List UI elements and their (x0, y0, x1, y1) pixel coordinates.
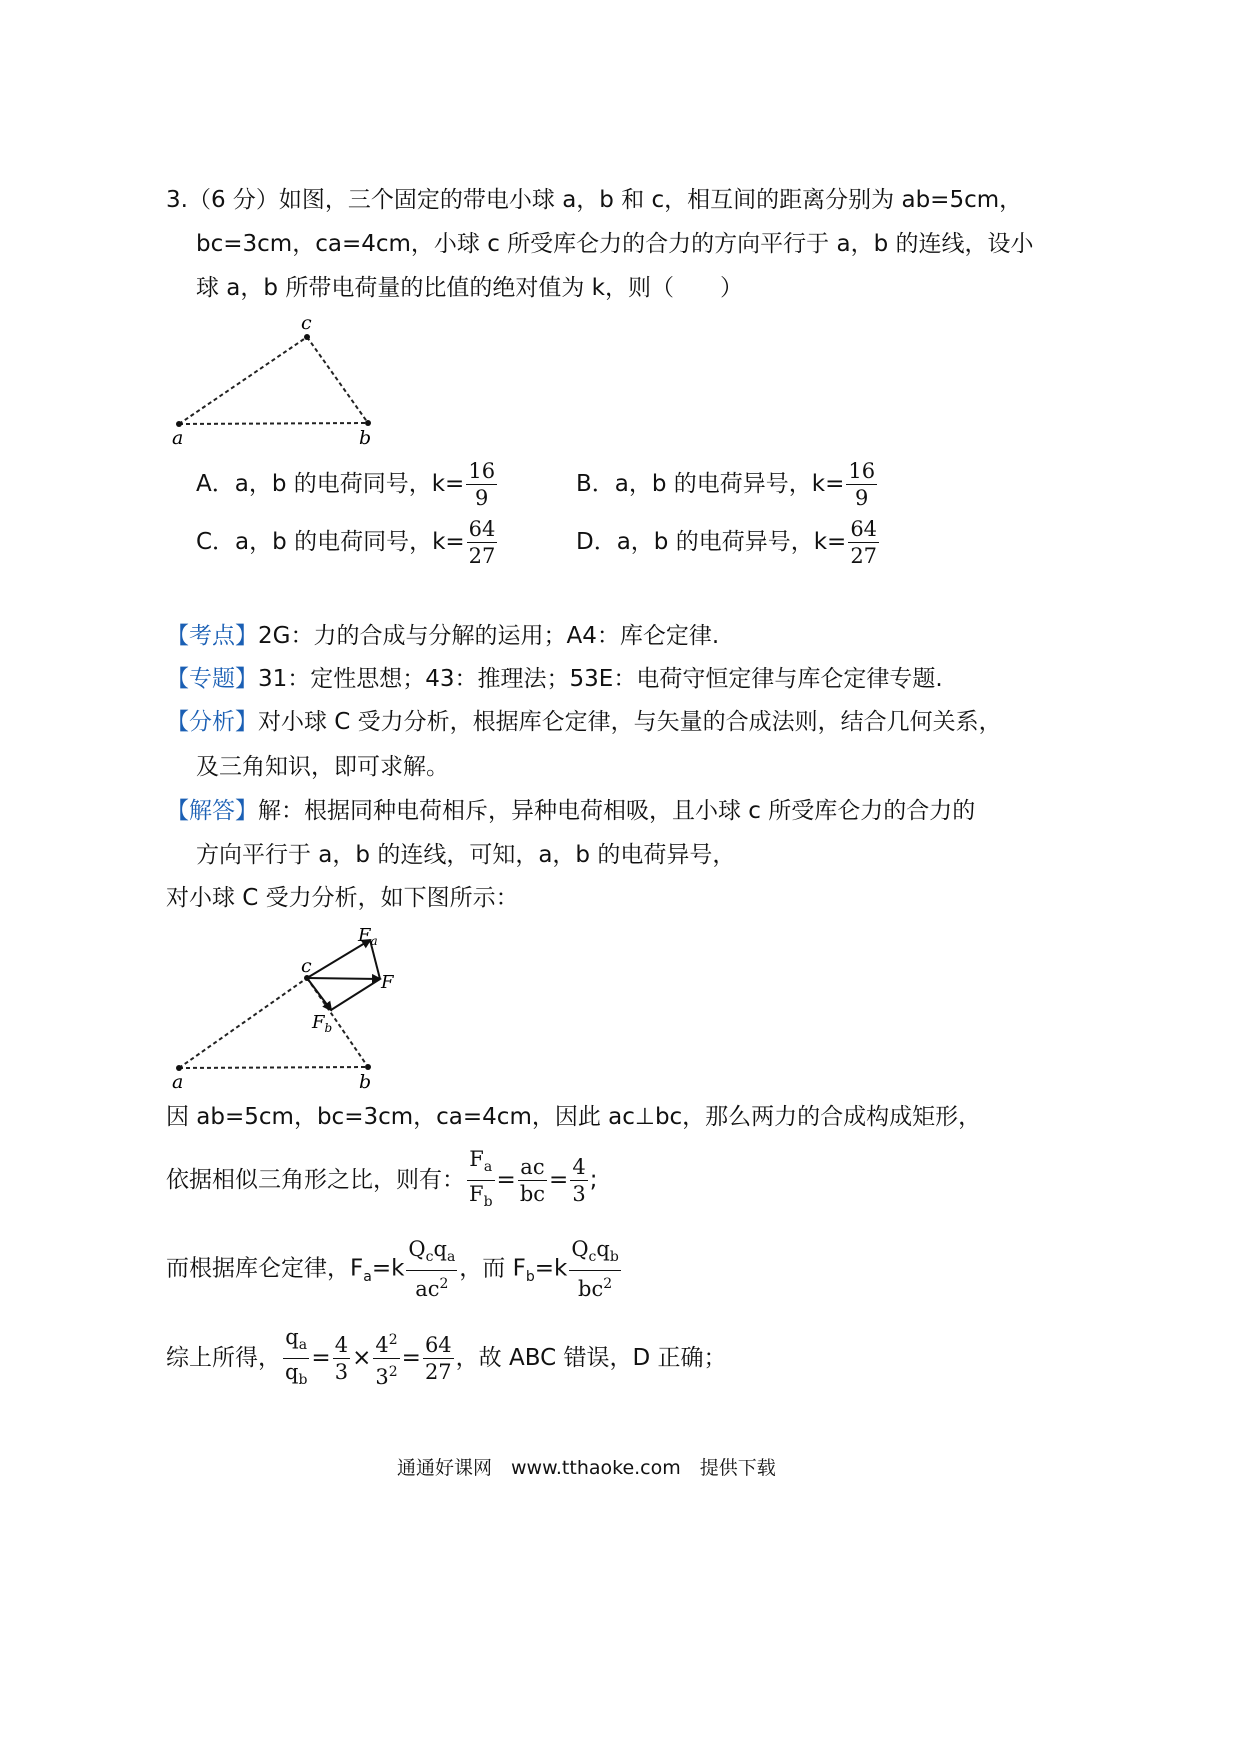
label-Fa: $F_a$ (358, 925, 378, 948)
label-c: c (301, 312, 312, 334)
kaodian-tag: 【考点】 (166, 623, 258, 649)
fenxi-line-2: 及三角知识，即可求解。 (196, 754, 449, 780)
step-4: 综上所得， $\frac{q_a}{q_b}$ = $\frac{4}{3}$ × $\frac{4^2}{3^2}$ = $\frac{64}{27}$ ，故 ABC 错误，D 正确； (166, 1325, 727, 1390)
label-a: a (172, 1071, 184, 1093)
force-diagram (165, 920, 425, 1095)
step-2: 依据相似三角形之比，则有： $\frac{F_a}{F_b}$ = $\frac{ac}{bc}$ = $\frac{4}{3}$ ; (166, 1147, 598, 1211)
label-b: b (359, 1071, 372, 1093)
zhuanti-tag: 【专题】 (166, 666, 258, 692)
triangle-figure (165, 310, 405, 460)
fenxi-section: 【分析】对小球 C 受力分析，根据库仑定律，与矢量的合成法则，结合几何关系， (166, 709, 1002, 735)
step-1: 因 ab=5cm，bc=3cm，ca=4cm，因此 ac⊥bc，那么两力的合成构成矩形， (166, 1104, 982, 1130)
jieda-line-2: 方向平行于 a，b 的连线，可知，a，b 的电荷异号， (196, 842, 736, 868)
option-d: D．a，b 的电荷异号，k= $\frac{64}{27}$ (576, 517, 878, 568)
zhuanti-section: 【专题】31：定性思想；43：推理法；53E：电荷守恒定律与库仑定律专题. (166, 666, 943, 692)
label-Fb: $F_b$ (312, 1012, 333, 1035)
jieda-tag: 【解答】 (166, 798, 258, 824)
option-a: A．a，b 的电荷同号，k= $\frac{16}{9}$ (196, 459, 496, 510)
jieda-line-3: 对小球 C 受力分析，如下图所示： (166, 885, 519, 911)
label-c: c (301, 955, 312, 977)
label-b: b (359, 427, 372, 449)
question-line-3: 球 a，b 所带电荷量的比值的绝对值为 k，则（ ） (196, 275, 743, 301)
option-b: B．a，b 的电荷异号，k= $\frac{16}{9}$ (576, 459, 876, 510)
option-c: C．a，b 的电荷同号，k= $\frac{64}{27}$ (196, 517, 496, 568)
fenxi-tag: 【分析】 (166, 709, 258, 735)
page-footer: 通通好课网 www.tthaoke.com 提供下载 (397, 1457, 776, 1479)
kaodian-section: 【考点】2G：力的合成与分解的运用；A4：库仑定律. (166, 623, 720, 649)
label-F: F (381, 972, 394, 993)
question-line-2: bc=3cm，ca=4cm，小球 c 所受库仑力的合力的方向平行于 a，b 的连线，设小 (196, 231, 1034, 257)
question-line-1: 3.（6 分）如图，三个固定的带电小球 a，b 和 c，相互间的距离分别为 ab=5cm， (166, 187, 1023, 213)
jieda-section: 【解答】解：根据同种电荷相斥，异种电荷相吸，且小球 c 所受库仑力的合力的 (166, 798, 976, 824)
step-3: 而根据库仑定律，$F_a=k$ $\frac{Q_cq_a}{ac^2}$ ，而 $F_b=k$ $\frac{Q_cq_b}{bc^2}$ (166, 1237, 619, 1302)
label-a: a (172, 427, 184, 449)
